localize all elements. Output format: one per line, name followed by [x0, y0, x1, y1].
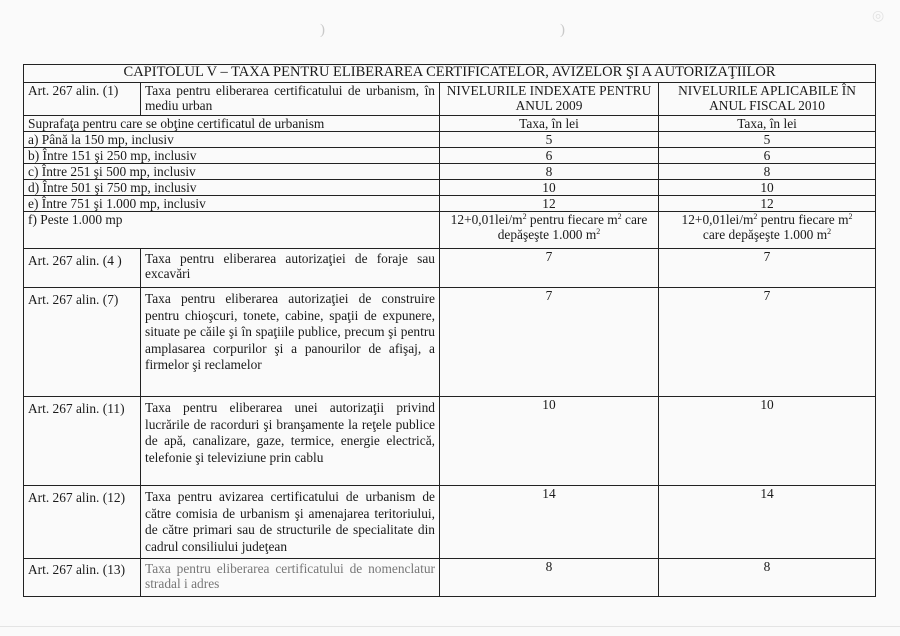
article-description: Taxa pentru avizarea certificatului de urbanism de către comisia de urbanism şi amenajarea teritoriului, de către primari sau de structurile de specialitate din cadrul consiliului judeţean — [141, 486, 440, 559]
tier-label: f) Peste 1.000 mp — [24, 212, 440, 249]
article-row — [24, 397, 876, 486]
tier-value-2009: 10 — [440, 180, 659, 196]
article-row — [24, 559, 876, 597]
page-title: CAPITOLUL V – TAXA PENTRU ELIBERAREA CERTIFICATELOR, AVIZELOR ŞI A AUTORIZAŢIILOR — [24, 65, 876, 83]
superscript: 2 — [617, 212, 622, 221]
tax-table — [23, 64, 876, 597]
surface-label: Suprafaţa pentru care se obţine certificatul de urbanism — [24, 116, 440, 132]
article-value-2010: 10 — [659, 397, 876, 486]
article-value-2010: 14 — [659, 486, 876, 559]
article-row — [24, 486, 876, 559]
article-description: Taxa pentru eliberarea autorizaţiei de foraje sau excavări — [141, 249, 440, 288]
article-value-2009: 14 — [440, 486, 659, 559]
tier-value-2010: 10 — [659, 180, 876, 196]
article-value-2009: 10 — [440, 397, 659, 486]
chapter-title-row — [24, 65, 876, 83]
tier-row — [24, 148, 876, 164]
tier-value-2009: 5 — [440, 132, 659, 148]
article-ref: Art. 267 alin. (12) — [24, 486, 141, 559]
rate-text: pentru fiecare m — [757, 212, 849, 227]
article-ref: Art. 267 alin. (11) — [24, 397, 141, 486]
tier-value-2010: 12 — [659, 196, 876, 212]
article-row — [24, 249, 876, 288]
column-header-2010: NIVELURILE APLICABILE ÎN ANUL FISCAL 2010 — [659, 83, 876, 116]
rate-text: care depăşeşte 1.000 m — [702, 227, 828, 242]
tier-row — [24, 132, 876, 148]
tier-label: d) Între 501 şi 750 mp, inclusiv — [24, 180, 440, 196]
rate-text: 12+0,01lei/m — [450, 212, 523, 227]
article-description: Taxa pentru eliberarea unei autorizaţii privind lucrările de racorduri şi branşamente la reţele publice de apă, canalizare, gaze, termice, energie electrică, telefonie şi televiziune prin cablu — [141, 397, 440, 486]
scan-mark-left: ) — [320, 22, 325, 38]
article-ref: Art. 267 alin. (1) — [24, 83, 141, 116]
tier-row — [24, 196, 876, 212]
tier-label: e) Între 751 şi 1.000 mp, inclusiv — [24, 196, 440, 212]
surface-header-row — [24, 116, 876, 132]
corner-stamp-icon: ◎ — [872, 9, 885, 24]
unit-label-2009: Taxa, în lei — [440, 116, 659, 132]
tier-label: c) Între 251 şi 500 mp, inclusiv — [24, 164, 440, 180]
tier-over-value-2010 — [659, 212, 876, 249]
article-value-2009: 7 — [440, 288, 659, 397]
article-ref: Art. 267 alin. (4 ) — [24, 249, 141, 288]
scan-mark-right: ) — [560, 22, 565, 38]
article-row — [24, 288, 876, 397]
superscript: 2 — [522, 212, 527, 221]
superscript: 2 — [848, 212, 853, 221]
article-value-2010: 8 — [659, 559, 876, 597]
tier-value-2009: 8 — [440, 164, 659, 180]
rate-text: care — [621, 212, 648, 227]
article-ref: Art. 267 alin. (7) — [24, 288, 141, 397]
superscript: 2 — [827, 227, 832, 236]
article-value-2009: 7 — [440, 249, 659, 288]
tier-value-2010: 8 — [659, 164, 876, 180]
superscript: 2 — [596, 227, 601, 236]
tier-row — [24, 164, 876, 180]
article-value-2010: 7 — [659, 288, 876, 397]
tier-value-2009: 12 — [440, 196, 659, 212]
superscript: 2 — [753, 212, 758, 221]
tier-label: a) Până la 150 mp, inclusiv — [24, 132, 440, 148]
article-value-2009: 8 — [440, 559, 659, 597]
tier-over-value-2009 — [440, 212, 659, 249]
rate-text: pentru fiecare m — [526, 212, 618, 227]
article-description: Taxa pentru eliberarea certificatului de nomenclatur stradal i adres — [141, 559, 440, 597]
tier-value-2010: 6 — [659, 148, 876, 164]
scan-edge-line — [0, 626, 900, 627]
article-description: Taxa pentru eliberarea autorizaţiei de construire pentru chioşcuri, tonete, cabine, spaţii de expunere, situate pe căile şi în spaţiile publice, precum şi pentru amplasarea corpurilor şi a panourilor de afişaj, a firmelor şi reclamelor — [141, 288, 440, 397]
tier-value-2010: 5 — [659, 132, 876, 148]
article-ref: Art. 267 alin. (13) — [24, 559, 141, 597]
rate-text: 12+0,01lei/m — [681, 212, 754, 227]
rate-text: depăşeşte 1.000 m — [497, 227, 597, 242]
urbanism-header-row — [24, 83, 876, 116]
tier-over-row — [24, 212, 876, 249]
tier-row — [24, 180, 876, 196]
tier-value-2009: 6 — [440, 148, 659, 164]
unit-label-2010: Taxa, în lei — [659, 116, 876, 132]
article-value-2010: 7 — [659, 249, 876, 288]
tier-label: b) Între 151 şi 250 mp, inclusiv — [24, 148, 440, 164]
column-header-2009: NIVELURILE INDEXATE PENTRU ANUL 2009 — [440, 83, 659, 116]
article-description: Taxa pentru eliberarea certificatului de urbanism, în mediu urban — [141, 83, 440, 116]
